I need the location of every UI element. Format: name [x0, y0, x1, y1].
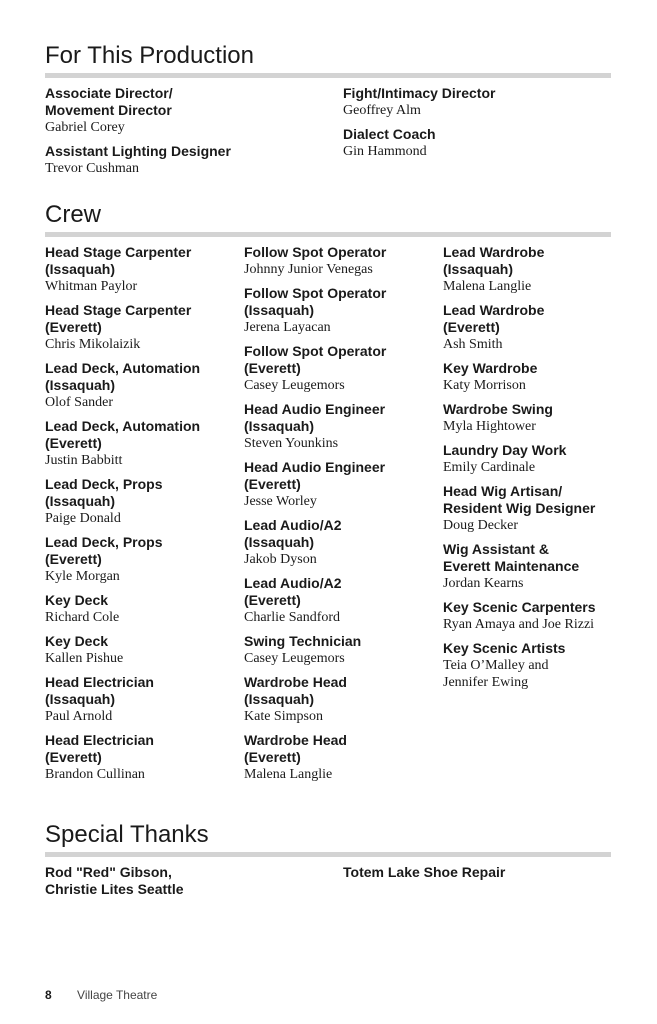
credit-role: Key Scenic Artists	[443, 640, 566, 656]
credit-entry	[45, 732, 244, 783]
credit-entry	[244, 517, 443, 568]
credit-role: Wardrobe Head (Everett)	[244, 732, 347, 765]
credit-role: Head Electrician (Everett)	[45, 732, 154, 765]
credit-entry	[45, 592, 244, 626]
credit-person-name: Emily Cardinale	[443, 460, 536, 475]
credit-entry	[244, 732, 443, 783]
credit-role: Key Wardrobe	[443, 360, 538, 376]
credit-person-name: Teia O’Malley and Jennifer Ewing	[443, 658, 549, 690]
credit-person-name: Jerena Layacan	[244, 320, 331, 335]
credit-person-name: Paul Arnold	[45, 709, 113, 724]
credit-entry	[244, 343, 443, 394]
credit-person-name: Kallen Pishue	[45, 651, 124, 666]
credits-column	[45, 85, 343, 184]
credit-entry	[443, 599, 611, 633]
credit-person-name: Casey Leugemors	[244, 378, 345, 393]
credit-role: Dialect Coach	[343, 126, 436, 142]
credit-person-name: Ash Smith	[443, 337, 503, 352]
credit-entry	[244, 575, 443, 626]
credit-entry	[45, 244, 244, 295]
credit-person-name: Trevor Cushman	[45, 161, 139, 176]
credit-person-name: Richard Cole	[45, 610, 120, 625]
page-footer	[45, 988, 157, 1002]
credit-role: Lead Deck, Props (Everett)	[45, 534, 163, 567]
credit-person-name: Charlie Sandford	[244, 610, 341, 625]
credit-entry	[443, 360, 611, 394]
credit-person-name: Katy Morrison	[443, 378, 526, 393]
credit-person-name: Jesse Worley	[244, 494, 317, 509]
credit-entry	[244, 674, 443, 725]
credits-column	[443, 244, 611, 790]
credit-entry	[45, 85, 343, 136]
credit-person-name: Paige Donald	[45, 511, 121, 526]
credit-role: Swing Technician	[244, 633, 362, 649]
credit-role: Head Wig Artisan/ Resident Wig Designer	[443, 483, 596, 516]
credit-role: Key Deck	[45, 633, 109, 649]
credit-person-name: Justin Babbitt	[45, 453, 123, 468]
credit-entry	[244, 633, 443, 667]
page-number: 8	[45, 988, 52, 1002]
credit-role: Lead Audio/A2 (Issaquah)	[244, 517, 342, 550]
credit-person-name: Gabriel Corey	[45, 120, 125, 135]
credit-role: Laundry Day Work	[443, 442, 567, 458]
credit-role: Head Stage Carpenter (Everett)	[45, 302, 192, 335]
credit-entry	[45, 143, 343, 177]
credit-role: Fight/Intimacy Director	[343, 85, 496, 101]
credit-person-name: Jordan Kearns	[443, 576, 524, 591]
section-heading: Special Thanks	[45, 821, 611, 857]
credit-person-name: Malena Langlie	[443, 279, 532, 294]
credit-entry	[45, 633, 244, 667]
credit-role: Wardrobe Head (Issaquah)	[244, 674, 347, 707]
credit-person-name: Myla Hightower	[443, 419, 536, 434]
credit-entry	[244, 401, 443, 452]
credits-column	[343, 864, 611, 905]
credit-entry	[443, 541, 611, 592]
credit-entry	[443, 302, 611, 353]
credit-entry	[45, 864, 343, 898]
credits-columns	[45, 244, 611, 790]
credit-role: Head Audio Engineer (Issaquah)	[244, 401, 386, 434]
credit-person-name: Jakob Dyson	[244, 552, 317, 567]
credit-role: Wardrobe Swing	[443, 401, 553, 417]
credit-role: Lead Deck, Automation (Everett)	[45, 418, 201, 451]
credit-entry	[443, 640, 611, 691]
credit-entry	[443, 244, 611, 295]
credit-person-name: Olof Sander	[45, 395, 114, 410]
credit-person-name: Brandon Cullinan	[45, 767, 145, 782]
credit-role: Lead Wardrobe (Issaquah)	[443, 244, 545, 277]
credit-person-name: Whitman Paylor	[45, 279, 138, 294]
credit-person-name: Malena Langlie	[244, 767, 333, 782]
credit-person-name: Chris Mikolaizik	[45, 337, 141, 352]
credit-person-name: Kate Simpson	[244, 709, 323, 724]
credit-entry	[343, 126, 611, 160]
credit-role: Assistant Lighting Designer	[45, 143, 231, 159]
credit-role: Lead Deck, Props (Issaquah)	[45, 476, 163, 509]
credit-role: Rod "Red" Gibson, Christie Lites Seattle	[45, 864, 184, 897]
credit-entry	[45, 360, 244, 411]
credit-role: Lead Wardrobe (Everett)	[443, 302, 545, 335]
credit-entry	[443, 401, 611, 435]
credit-role: Key Scenic Carpenters	[443, 599, 596, 615]
credit-role: Follow Spot Operator (Everett)	[244, 343, 387, 376]
credits-columns	[45, 864, 611, 905]
credit-role: Wig Assistant & Everett Maintenance	[443, 541, 580, 574]
credit-role: Associate Director/ Movement Director	[45, 85, 173, 118]
credit-person-name: Kyle Morgan	[45, 569, 120, 584]
credit-role: Lead Audio/A2 (Everett)	[244, 575, 342, 608]
section-production	[45, 42, 611, 184]
credit-entry	[45, 534, 244, 585]
credit-entry	[443, 442, 611, 476]
credit-person-name: Johnny Junior Venegas	[244, 262, 373, 277]
section-special-thanks	[45, 821, 611, 905]
credit-role: Head Audio Engineer (Everett)	[244, 459, 386, 492]
section-crew	[45, 201, 611, 790]
credit-role: Head Stage Carpenter (Issaquah)	[45, 244, 192, 277]
credits-column	[45, 864, 343, 905]
credit-role: Totem Lake Shoe Repair	[343, 864, 506, 880]
credit-entry	[244, 285, 443, 336]
credit-role: Key Deck	[45, 592, 109, 608]
section-heading: For This Production	[45, 42, 611, 78]
credit-person-name: Geoffrey Alm	[343, 103, 421, 118]
credit-entry	[343, 864, 611, 881]
credit-entry	[443, 483, 611, 534]
publication-name: Village Theatre	[77, 988, 158, 1002]
credit-person-name: Casey Leugemors	[244, 651, 345, 666]
credit-person-name: Gin Hammond	[343, 144, 427, 159]
credit-role: Follow Spot Operator	[244, 244, 387, 260]
credit-entry	[244, 459, 443, 510]
credit-person-name: Doug Decker	[443, 518, 519, 533]
section-heading: Crew	[45, 201, 611, 237]
credits-column	[45, 244, 244, 790]
credit-entry	[343, 85, 611, 119]
credit-entry	[45, 674, 244, 725]
credits-columns	[45, 85, 611, 184]
credit-role: Lead Deck, Automation (Issaquah)	[45, 360, 201, 393]
credit-person-name: Steven Younkins	[244, 436, 339, 451]
credit-role: Follow Spot Operator (Issaquah)	[244, 285, 387, 318]
credit-entry	[45, 476, 244, 527]
credit-person-name: Ryan Amaya and Joe Rizzi	[443, 617, 595, 632]
credit-entry	[45, 302, 244, 353]
credit-entry	[45, 418, 244, 469]
credits-column	[343, 85, 611, 184]
credits-column	[244, 244, 443, 790]
credit-entry	[244, 244, 443, 278]
credit-role: Head Electrician (Issaquah)	[45, 674, 154, 707]
